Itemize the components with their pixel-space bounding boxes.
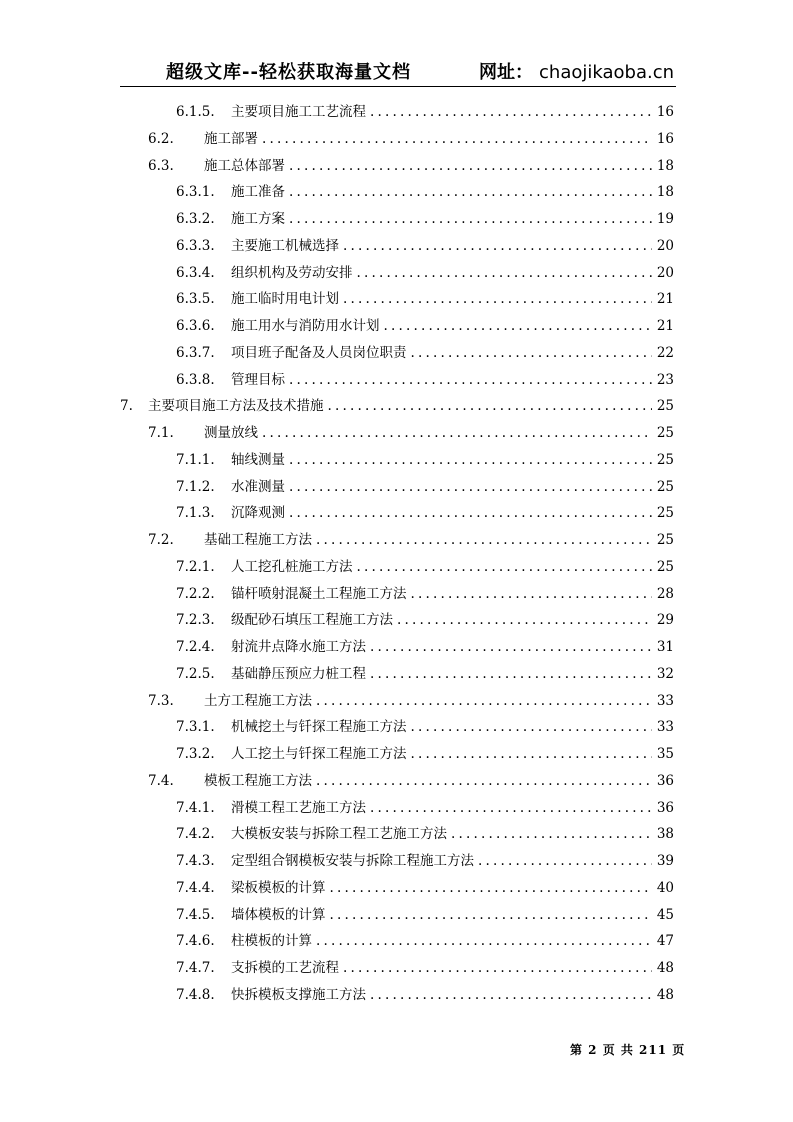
toc-leader-dots xyxy=(289,447,652,474)
toc-title: 土方工程施工方法 xyxy=(204,692,312,709)
toc-leader-dots xyxy=(343,286,652,313)
toc-title: 组织机构及劳动安排 xyxy=(231,264,353,281)
toc-page-number: 25 xyxy=(656,505,674,522)
toc-leader-dots xyxy=(316,688,652,715)
toc-page-number: 38 xyxy=(656,826,674,843)
toc-entry[interactable] xyxy=(118,955,674,982)
toc-number: 7. xyxy=(120,398,133,415)
toc-entry[interactable] xyxy=(118,982,674,1009)
toc-leader-dots xyxy=(411,581,653,608)
toc-title: 轴线测量 xyxy=(231,451,285,468)
toc-number: 7.2.4. xyxy=(176,639,215,655)
toc-page-number: 40 xyxy=(656,879,674,896)
toc-title: 主要项目施工方法及技术措施 xyxy=(148,398,324,415)
toc-page-number: 18 xyxy=(656,184,674,201)
toc-number: 7.4.5. xyxy=(176,906,215,923)
toc-number: 6.3.3. xyxy=(176,237,215,254)
toc-leader-dots xyxy=(478,848,652,875)
toc-title: 柱模板的计算 xyxy=(231,933,312,950)
toc-leader-dots xyxy=(357,260,653,287)
toc-number: 7.4.2. xyxy=(176,826,215,843)
toc-entry[interactable] xyxy=(118,340,674,367)
header-title: 超级文库--轻松获取海量文档 xyxy=(166,62,411,83)
toc-number: 6.3.5. xyxy=(176,291,215,308)
toc-entry[interactable] xyxy=(118,821,674,848)
toc-number: 7.4.1. xyxy=(176,799,215,816)
toc-entry[interactable] xyxy=(118,527,674,554)
toc-entry[interactable] xyxy=(118,661,674,688)
toc-leader-dots xyxy=(289,179,652,206)
toc-page-number: 39 xyxy=(656,853,674,869)
toc-page-number: 32 xyxy=(656,665,674,682)
toc-page-number: 20 xyxy=(656,264,674,281)
toc-page-number: 25 xyxy=(656,451,674,468)
toc-title: 基础工程施工方法 xyxy=(204,532,312,548)
toc-page-number: 16 xyxy=(656,104,674,120)
site-url: chaojikaoba.cn xyxy=(539,62,674,83)
toc-page-number: 33 xyxy=(656,692,674,709)
toc-title: 施工总体部署 xyxy=(204,157,285,174)
toc-leader-dots xyxy=(451,821,652,848)
toc-entry[interactable] xyxy=(118,581,674,608)
toc-number: 6.1.5. xyxy=(176,104,215,120)
toc-leader-dots xyxy=(343,233,652,260)
toc-leader-dots xyxy=(397,607,652,634)
toc-leader-dots xyxy=(316,768,652,795)
toc-page-number: 48 xyxy=(656,986,674,1003)
toc-page-number: 35 xyxy=(656,746,674,762)
toc-number: 7.4.4. xyxy=(176,879,215,896)
toc-leader-dots xyxy=(411,340,653,367)
toc-page-number: 25 xyxy=(656,478,674,495)
toc-title: 水准测量 xyxy=(231,478,285,495)
toc-entry[interactable] xyxy=(118,260,674,287)
toc-number: 7.3.1. xyxy=(176,719,215,736)
toc-page-number: 45 xyxy=(656,906,674,923)
toc-page-number: 21 xyxy=(656,318,674,334)
toc-page-number: 36 xyxy=(656,772,674,789)
toc-number: 7.3.2. xyxy=(176,746,215,762)
toc-entry[interactable] xyxy=(118,474,674,501)
toc-entry[interactable] xyxy=(118,768,674,795)
toc-page-number: 33 xyxy=(656,719,674,736)
toc-title: 人工挖孔桩施工方法 xyxy=(231,558,353,575)
toc-entry[interactable] xyxy=(118,795,674,822)
toc-title: 射流井点降水施工方法 xyxy=(231,639,366,655)
toc-number: 7.2.3. xyxy=(176,612,215,629)
toc-title: 管理目标 xyxy=(231,371,285,388)
toc-number: 6.3.7. xyxy=(176,344,215,361)
toc-title: 基础静压预应力桩工程 xyxy=(231,665,366,682)
toc-leader-dots xyxy=(370,634,652,661)
toc-leader-dots xyxy=(370,795,652,822)
toc-entry[interactable] xyxy=(118,928,674,955)
toc-title: 项目班子配备及人员岗位职责 xyxy=(231,344,407,361)
toc-leader-dots xyxy=(384,313,653,340)
toc-title: 机械挖土与钎探工程施工方法 xyxy=(231,719,407,736)
toc-leader-dots xyxy=(357,554,653,581)
toc-title: 人工挖土与钎探工程施工方法 xyxy=(231,746,407,762)
toc-title: 主要项目施工工艺流程 xyxy=(231,104,366,120)
toc-number: 6.3.4. xyxy=(176,264,215,281)
toc-page-number: 22 xyxy=(656,344,674,361)
toc-title: 锚杆喷射混凝土工程施工方法 xyxy=(231,585,407,602)
toc-page-number: 31 xyxy=(656,639,674,655)
page-header xyxy=(120,52,676,87)
header-site xyxy=(479,58,674,84)
toc-title: 梁板模板的计算 xyxy=(231,879,326,896)
toc-leader-dots xyxy=(289,206,652,233)
toc-number: 6.3. xyxy=(148,157,174,174)
toc-title: 施工方案 xyxy=(231,211,285,227)
toc-title: 墙体模板的计算 xyxy=(231,906,326,923)
toc-number: 7.4.3. xyxy=(176,853,215,869)
toc-page-number: 20 xyxy=(656,237,674,254)
toc-leader-dots xyxy=(289,474,652,501)
toc-title: 支拆模的工艺流程 xyxy=(231,960,339,976)
table-of-contents xyxy=(118,99,674,1009)
toc-leader-dots xyxy=(316,527,652,554)
toc-entry[interactable] xyxy=(118,714,674,741)
toc-leader-dots xyxy=(370,99,652,126)
toc-title: 级配砂石填压工程施工方法 xyxy=(231,612,393,629)
toc-title: 施工临时用电计划 xyxy=(231,291,339,308)
toc-entry[interactable] xyxy=(118,393,674,420)
site-label: 网址： xyxy=(479,62,534,83)
toc-entry[interactable] xyxy=(118,447,674,474)
toc-entry[interactable] xyxy=(118,313,674,340)
toc-leader-dots xyxy=(330,902,653,929)
toc-page-number: 29 xyxy=(656,612,674,629)
toc-number: 7.2. xyxy=(148,532,174,548)
toc-number: 7.4.6. xyxy=(176,933,215,950)
toc-number: 6.3.8. xyxy=(176,371,215,388)
toc-entry[interactable] xyxy=(118,902,674,929)
toc-title: 模板工程施工方法 xyxy=(204,772,312,789)
toc-entry[interactable] xyxy=(118,741,674,768)
toc-entry[interactable] xyxy=(118,179,674,206)
toc-entry[interactable] xyxy=(118,153,674,180)
toc-leader-dots xyxy=(411,714,653,741)
page-footer: 第 2 页 共 211 页 xyxy=(570,1043,686,1057)
toc-entry[interactable] xyxy=(118,420,674,447)
toc-number: 6.2. xyxy=(148,130,174,147)
toc-entry[interactable] xyxy=(118,500,674,527)
toc-page-number: 36 xyxy=(656,799,674,816)
toc-number: 7.4. xyxy=(148,772,174,789)
toc-leader-dots xyxy=(262,420,652,447)
toc-leader-dots xyxy=(289,367,652,394)
toc-page-number: 25 xyxy=(656,558,674,575)
toc-number: 7.2.1. xyxy=(176,558,215,575)
toc-entry[interactable] xyxy=(118,554,674,581)
toc-number: 7.3. xyxy=(148,692,174,709)
toc-page-number: 19 xyxy=(656,211,674,227)
toc-page-number: 47 xyxy=(656,933,674,950)
toc-page-number: 18 xyxy=(656,157,674,174)
toc-entry[interactable] xyxy=(118,607,674,634)
toc-number: 7.1.3. xyxy=(176,505,215,522)
toc-page-number: 23 xyxy=(656,371,674,388)
toc-entry[interactable] xyxy=(118,286,674,313)
toc-entry[interactable] xyxy=(118,688,674,715)
toc-number: 6.3.6. xyxy=(176,318,215,334)
toc-leader-dots xyxy=(330,875,653,902)
toc-number: 6.3.1. xyxy=(176,184,215,201)
toc-title: 主要施工机械选择 xyxy=(231,237,339,254)
toc-page-number: 25 xyxy=(656,398,674,415)
toc-leader-dots xyxy=(289,153,652,180)
toc-page-number: 16 xyxy=(656,130,674,147)
toc-entry[interactable] xyxy=(118,233,674,260)
toc-title: 大模板安装与拆除工程工艺施工方法 xyxy=(231,826,447,843)
toc-page-number: 25 xyxy=(656,425,674,441)
toc-number: 7.4.8. xyxy=(176,986,215,1003)
toc-entry[interactable] xyxy=(118,126,674,153)
toc-title: 施工准备 xyxy=(231,184,285,201)
toc-entry[interactable] xyxy=(118,848,674,875)
toc-title: 施工部署 xyxy=(204,130,258,147)
toc-title: 沉降观测 xyxy=(231,505,285,522)
toc-entry[interactable] xyxy=(118,634,674,661)
toc-title: 快拆模板支撑施工方法 xyxy=(231,986,366,1003)
toc-page-number: 21 xyxy=(656,291,674,308)
toc-title: 施工用水与消防用水计划 xyxy=(231,318,380,334)
toc-leader-dots xyxy=(343,955,652,982)
toc-number: 7.1.1. xyxy=(176,451,215,468)
toc-page-number: 48 xyxy=(656,960,674,976)
toc-number: 7.1. xyxy=(148,425,174,441)
toc-leader-dots xyxy=(370,661,652,688)
toc-title: 定型组合钢模板安装与拆除工程施工方法 xyxy=(231,853,474,869)
toc-leader-dots xyxy=(411,741,653,768)
toc-leader-dots xyxy=(316,928,652,955)
toc-entry[interactable] xyxy=(118,875,674,902)
toc-number: 7.2.2. xyxy=(176,585,215,602)
toc-title: 滑模工程工艺施工方法 xyxy=(231,799,366,816)
toc-leader-dots xyxy=(262,126,652,153)
toc-page-number: 28 xyxy=(656,585,674,602)
toc-page-number: 25 xyxy=(656,532,674,548)
toc-number: 7.1.2. xyxy=(176,478,215,495)
toc-leader-dots xyxy=(370,982,652,1009)
toc-number: 6.3.2. xyxy=(176,211,215,227)
toc-number: 7.2.5. xyxy=(176,665,215,682)
toc-leader-dots xyxy=(328,393,653,420)
toc-title: 测量放线 xyxy=(204,425,258,441)
toc-entry[interactable] xyxy=(118,99,674,126)
toc-number: 7.4.7. xyxy=(176,960,215,976)
toc-entry[interactable] xyxy=(118,206,674,233)
toc-entry[interactable] xyxy=(118,367,674,394)
toc-leader-dots xyxy=(289,500,652,527)
